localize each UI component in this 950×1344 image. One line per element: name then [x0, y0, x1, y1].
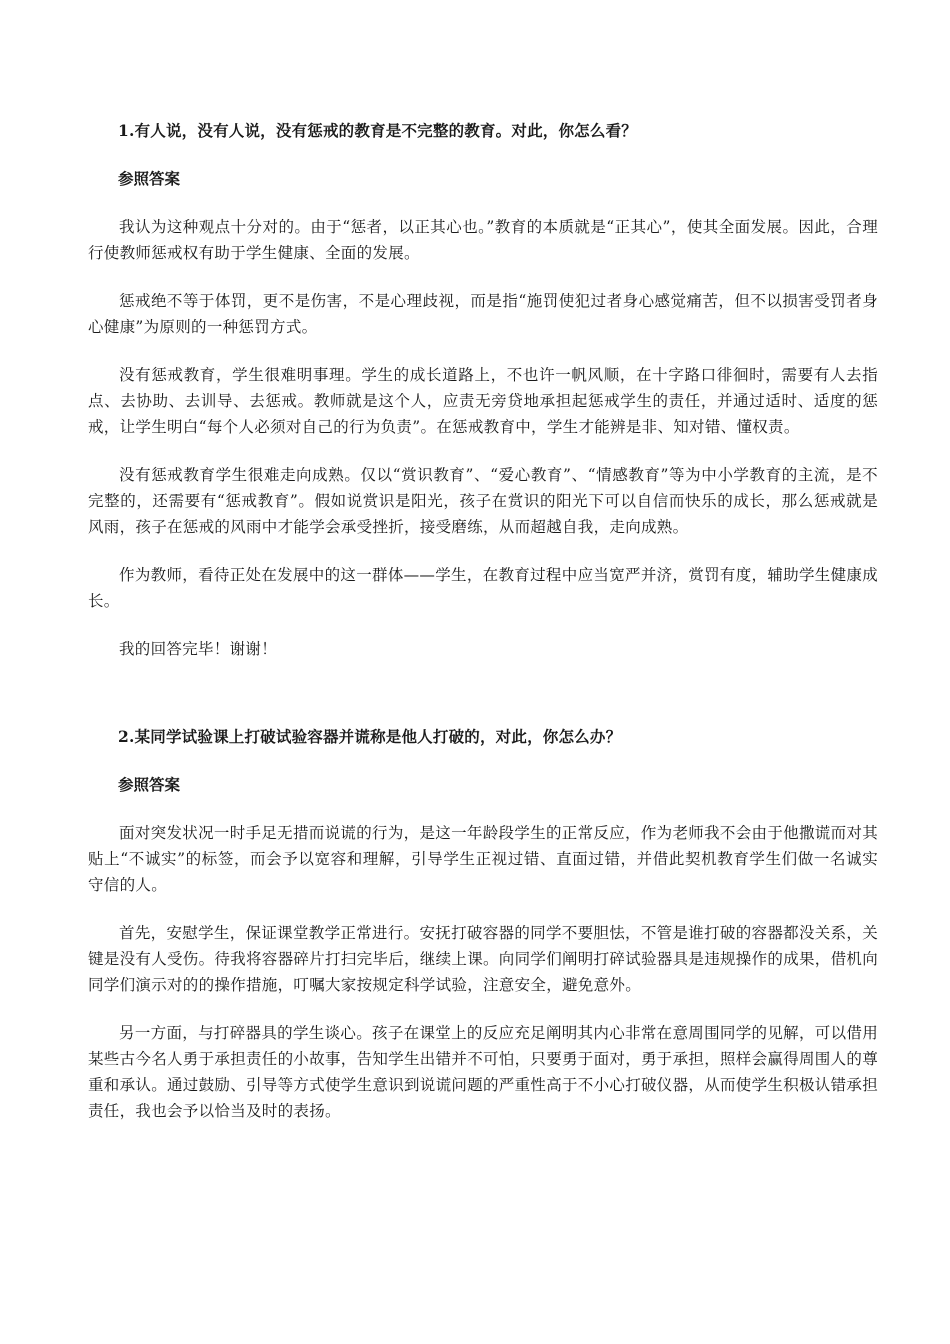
- answer-paragraph: 作为教师，看待正处在发展中的这一群体——学生，在教育过程中应当宽严并济，赏罚有度，辅助学生健康成长。: [88, 566, 878, 610]
- answer-paragraph: 没有惩戒教育，学生很难明事理。学生的成长道路上，不也许一帆风顺，在十字路口徘徊时，需要有人去指点、去协助、去训导、去惩戒。教师就是这个人，应责无旁贷地承担起惩戒学生的责任，并通过适时、适度的惩戒，让学生明白“每个人必须对自己的行为负责”。在惩戒教育中，学生才能辨是非、知对错、懂权责。: [88, 366, 878, 436]
- answer-paragraph: 没有惩戒教育学生很难走向成熟。仅以“赏识教育”、“爱心教育”、“情感教育”等为中小学教育的主流，是不完整的，还需要有“惩戒教育”。假如说赏识是阳光，孩子在赏识的阳光下可以自信而快乐的成长，那么惩戒就是风雨，孩子在惩戒的风雨中才能学会承受挫折，接受磨练，从而超越自我，走向成熟。: [88, 466, 878, 536]
- answer-paragraph: 我的回答完毕！谢谢！: [119, 640, 278, 658]
- answer-paragraph: 另一方面，与打碎器具的学生谈心。孩子在课堂上的反应充足阐明其内心非常在意周围同学的见解，可以借用某些古今名人勇于承担责任的小故事，告知学生出错并不可怕，只要勇于面对，勇于承担，照样会赢得周围人的尊重和承认。通过鼓励、引导等方式使学生意识到说谎问题的严重性高于不小心打破仪器，从而使学生积极认错承担责任，我也会予以恰当及时的表扬。: [88, 1024, 879, 1120]
- question-heading: 1.有人说，没有人说，没有惩戒的教育是不完整的教育。对此，你怎么看？: [118, 121, 637, 140]
- answer-paragraph: 面对突发状况一时手足无措而说谎的行为，是这一年龄段学生的正常反应，作为老师我不会由于他撒谎而对其贴上“不诚实”的标签，而会予以宽容和理解，引导学生正视过错、直面过错，并借此契机教育学生们做一名诚实守信的人。: [88, 824, 878, 894]
- answer-paragraph: 惩戒绝不等于体罚，更不是伤害，不是心理歧视，而是指“施罚使犯过者身心感觉痛苦，但不以损害受罚者身心健康”为原则的一种惩罚方式。: [88, 292, 878, 336]
- question-section-1: [88, 118, 878, 662]
- question-section-2: [88, 724, 878, 1124]
- question-heading: 2.某同学试验课上打破试验容器并谎称是他人打破的，对此，你怎么办？: [118, 727, 622, 746]
- answer-label: 参照答案: [118, 775, 181, 794]
- answer-label: 参照答案: [118, 169, 181, 188]
- document-page: [88, 118, 878, 1124]
- answer-paragraph: 我认为这种观点十分对的。由于“惩者，以正其心也。”教育的本质就是“正其心”，使其全面发展。因此，合理行使教师惩戒权有助于学生健康、全面的发展。: [88, 218, 878, 262]
- answer-paragraph: 首先，安慰学生，保证课堂教学正常进行。安抚打破容器的同学不要胆怯，不管是谁打破的容器都没关系，关键是没有人受伤。待我将容器碎片打扫完毕后，继续上课。向同学们阐明打碎试验器具是违规操作的成果，借机向同学们演示对的的操作措施，叮嘱大家按规定科学试验，注意安全，避免意外。: [88, 924, 879, 994]
